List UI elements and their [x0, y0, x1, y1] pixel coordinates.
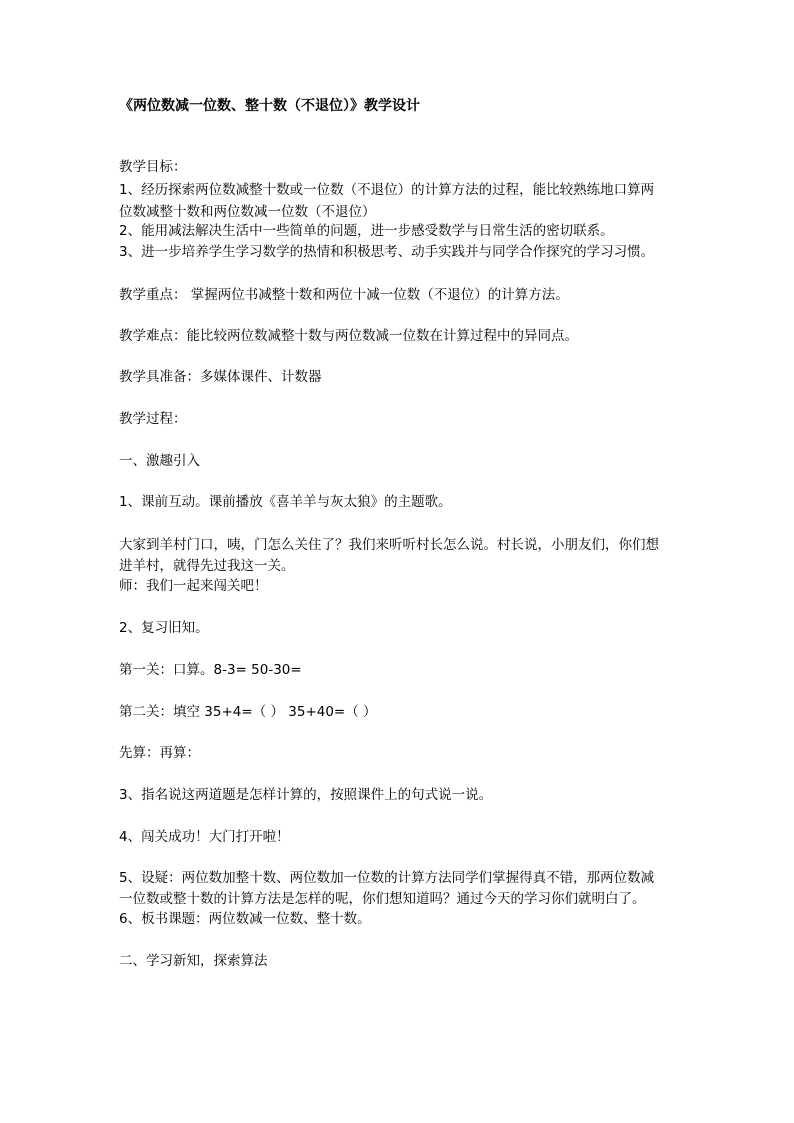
objectives-heading: 教学目标： — [119, 159, 187, 175]
step-5-line-2: 一位数或整十数的计算方法是怎样的呢，你们想知道吗？通过今天的学习你们就明白了。 — [119, 891, 646, 907]
step-5-line-1: 5、设疑：两位数加整十数、两位数加一位数的计算方法同学们掌握得真不错，那两位数减 — [119, 870, 655, 886]
story-line-1: 大家到羊村门口，咦，门怎么关住了？我们来听听村长怎么说。村长说，小朋友们，你们想 — [119, 537, 659, 553]
step-6: 6、板书课题：两位数减一位数、整十数。 — [119, 911, 371, 927]
story-line-2: 进羊村，就得先过我这一关。 — [119, 558, 295, 574]
process-heading: 教学过程： — [119, 411, 187, 427]
objective-1-line-2: 位数减整十数和两位数减一位数（不退位） — [119, 204, 376, 220]
level-2: 第二关：填空 35+4=（ ） 35+40=（ ） — [119, 704, 377, 720]
level-1: 第一关：口算。8-3= 50-30= — [119, 662, 302, 678]
section-2-heading: 二、学习新知，探索算法 — [119, 953, 268, 969]
document-title: 《两位数减一位数、整十数（不退位）》教学设计 — [119, 98, 420, 114]
step-1: 1、课前互动。课前播放《喜羊羊与灰太狼》的主题歌。 — [119, 494, 452, 510]
objective-3: 3、进一步培养学生学习数学的热情和积极思考、动手实践并与同学合作探究的学习习惯。 — [119, 244, 655, 260]
objective-2: 2、能用减法解决生活中一些简单的问题，进一步感受数学与日常生活的密切联系。 — [119, 223, 614, 239]
step-3: 3、指名说这两道题是怎样计算的，按照课件上的句式说一说。 — [119, 787, 493, 803]
materials: 教学具准备：多媒体课件、计数器 — [119, 369, 322, 385]
section-1-heading: 一、激趣引入 — [119, 453, 200, 469]
objective-1-line-1: 1、经历探索两位数减整十数或一位数（不退位）的计算方法的过程，能比较熟练地口算两 — [119, 182, 655, 198]
key-point: 教学重点： 掌握两位书减整十数和两位十减一位数（不退位）的计算方法。 — [119, 287, 569, 303]
first-then-calc: 先算：再算： — [119, 745, 200, 761]
step-2: 2、复习旧知。 — [119, 620, 209, 636]
difficulty: 教学难点：能比较两位数减整十数与两位数减一位数在计算过程中的异同点。 — [119, 328, 578, 344]
step-4: 4、闯关成功！大门打开啦！ — [119, 829, 290, 845]
teacher-line: 师：我们一起来闯关吧！ — [119, 578, 268, 594]
